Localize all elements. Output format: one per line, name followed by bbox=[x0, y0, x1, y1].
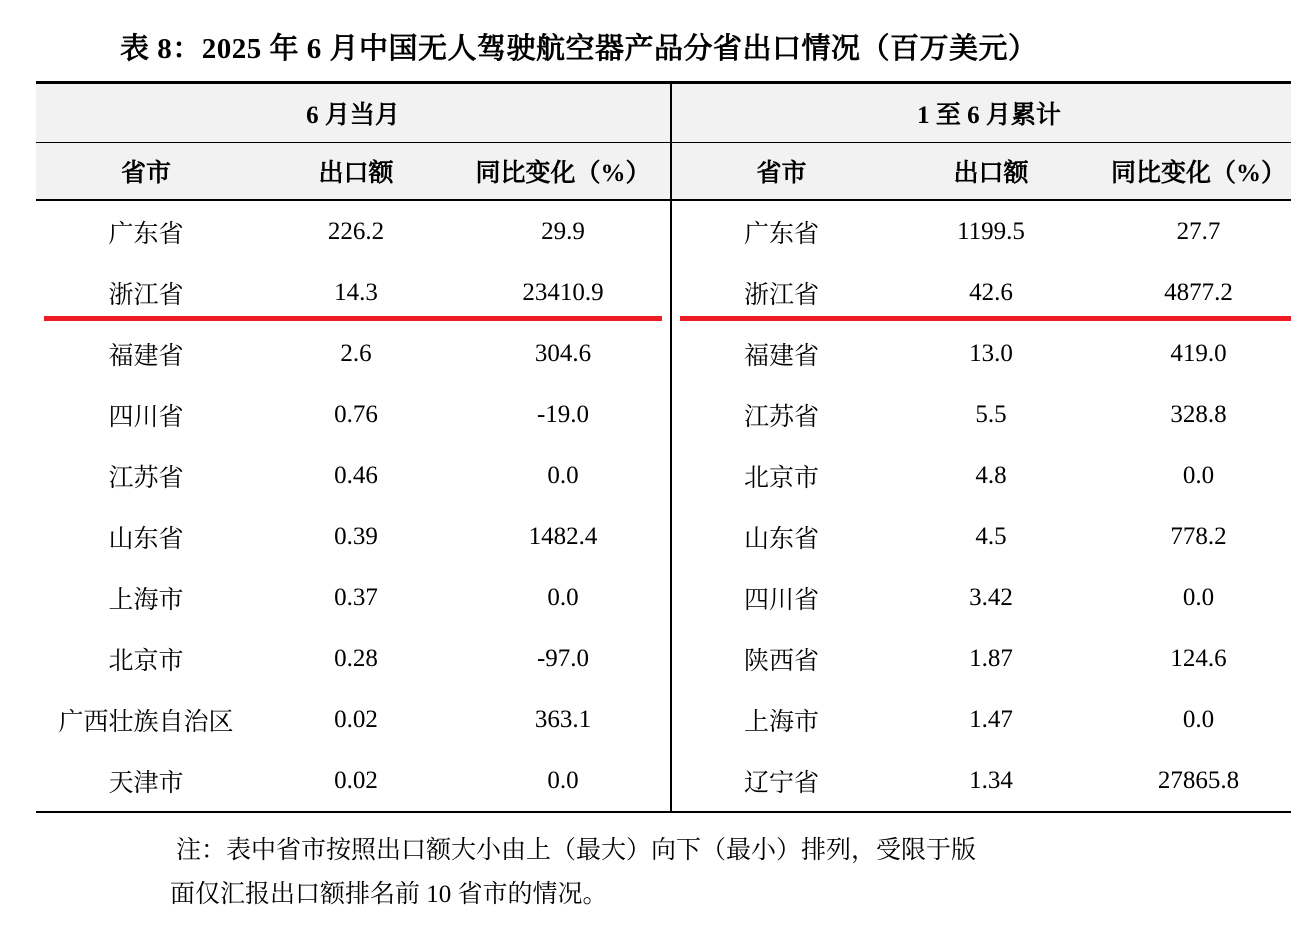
table-row bbox=[36, 323, 1291, 384]
table-header bbox=[36, 83, 1291, 201]
cell-province: 辽宁省 bbox=[671, 750, 891, 812]
table-note-line-1: 注：表中省市按照出口额大小由上（最大）向下（最小）排列，受限于版 bbox=[176, 837, 977, 864]
cell-province: 四川省 bbox=[36, 384, 256, 445]
cell-value: 4.5 bbox=[891, 506, 1091, 567]
col-header-value-month: 出口额 bbox=[256, 143, 456, 201]
cell-change: 363.1 bbox=[456, 689, 671, 750]
group-header-cumulative: 1 至 6 月累计 bbox=[671, 83, 1291, 143]
cell-province: 广东省 bbox=[36, 200, 256, 262]
cell-value: 0.39 bbox=[256, 506, 456, 567]
cell-value: 14.3 bbox=[256, 262, 456, 323]
table-note-line-2: 面仅汇报出口额排名前 10 省市的情况。 bbox=[170, 880, 608, 908]
cell-province: 天津市 bbox=[36, 750, 256, 812]
cell-value: 1.47 bbox=[891, 689, 1091, 750]
cell-value: 4.8 bbox=[891, 445, 1091, 506]
cell-province: 广西壮族自治区 bbox=[36, 689, 256, 750]
table-row bbox=[36, 689, 1291, 750]
cell-value: 1.34 bbox=[891, 750, 1091, 812]
table-note bbox=[0, 829, 1291, 917]
table-row bbox=[36, 567, 1291, 628]
cell-change: 1482.4 bbox=[456, 506, 671, 567]
cell-change: -19.0 bbox=[456, 384, 671, 445]
cell-province: 陕西省 bbox=[671, 628, 891, 689]
cell-province: 福建省 bbox=[671, 323, 891, 384]
cell-value: 226.2 bbox=[256, 200, 456, 262]
cell-change: 0.0 bbox=[1091, 567, 1291, 628]
cell-change: 328.8 bbox=[1091, 384, 1291, 445]
cell-province: 四川省 bbox=[671, 567, 891, 628]
table-row bbox=[36, 506, 1291, 567]
cell-province: 浙江省 bbox=[36, 262, 256, 323]
cell-value: 1199.5 bbox=[891, 200, 1091, 262]
cell-change: 27865.8 bbox=[1091, 750, 1291, 812]
table-group-header-row bbox=[36, 83, 1291, 143]
cell-change: 304.6 bbox=[456, 323, 671, 384]
col-header-change-cumulative: 同比变化（%） bbox=[1091, 143, 1291, 201]
cell-change: 0.0 bbox=[456, 567, 671, 628]
cell-province: 北京市 bbox=[671, 445, 891, 506]
cell-value: 2.6 bbox=[256, 323, 456, 384]
cell-value: 0.02 bbox=[256, 750, 456, 812]
col-header-province-month: 省市 bbox=[36, 143, 256, 201]
table-title: 表 8：2025 年 6 月中国无人驾驶航空器产品分省出口情况（百万美元） bbox=[120, 33, 1038, 65]
cell-province: 福建省 bbox=[36, 323, 256, 384]
table-row bbox=[36, 750, 1291, 812]
cell-change: 124.6 bbox=[1091, 628, 1291, 689]
cell-change: 27.7 bbox=[1091, 200, 1291, 262]
cell-province: 北京市 bbox=[36, 628, 256, 689]
table-row-highlighted bbox=[36, 262, 1291, 323]
cell-value: 0.37 bbox=[256, 567, 456, 628]
table-row bbox=[36, 628, 1291, 689]
cell-province: 上海市 bbox=[36, 567, 256, 628]
col-header-value-cumulative: 出口额 bbox=[891, 143, 1091, 201]
cell-province: 山东省 bbox=[671, 506, 891, 567]
cell-value: 0.46 bbox=[256, 445, 456, 506]
cell-province: 上海市 bbox=[671, 689, 891, 750]
cell-value: 5.5 bbox=[891, 384, 1091, 445]
group-header-month: 6 月当月 bbox=[36, 83, 671, 143]
cell-value: 42.6 bbox=[891, 262, 1091, 323]
cell-change: 0.0 bbox=[1091, 689, 1291, 750]
table-row bbox=[36, 200, 1291, 262]
table-body bbox=[36, 200, 1291, 812]
cell-value: 1.87 bbox=[891, 628, 1091, 689]
cell-value: 0.28 bbox=[256, 628, 456, 689]
cell-value: 13.0 bbox=[891, 323, 1091, 384]
cell-change: 0.0 bbox=[1091, 445, 1291, 506]
cell-change: 778.2 bbox=[1091, 506, 1291, 567]
cell-value: 0.76 bbox=[256, 384, 456, 445]
cell-province: 江苏省 bbox=[36, 445, 256, 506]
col-header-change-month: 同比变化（%） bbox=[456, 143, 671, 201]
table-row bbox=[36, 384, 1291, 445]
table-row bbox=[36, 445, 1291, 506]
col-header-province-cumulative: 省市 bbox=[671, 143, 891, 201]
export-table bbox=[36, 81, 1291, 813]
cell-change: 4877.2 bbox=[1091, 262, 1291, 323]
cell-value: 3.42 bbox=[891, 567, 1091, 628]
cell-value: 0.02 bbox=[256, 689, 456, 750]
cell-change: 23410.9 bbox=[456, 262, 671, 323]
table-column-header-row bbox=[36, 143, 1291, 201]
cell-change: 29.9 bbox=[456, 200, 671, 262]
cell-province: 广东省 bbox=[671, 200, 891, 262]
cell-province: 江苏省 bbox=[671, 384, 891, 445]
cell-province: 浙江省 bbox=[671, 262, 891, 323]
cell-change: 419.0 bbox=[1091, 323, 1291, 384]
cell-province: 山东省 bbox=[36, 506, 256, 567]
cell-change: 0.0 bbox=[456, 750, 671, 812]
cell-change: 0.0 bbox=[456, 445, 671, 506]
cell-change: -97.0 bbox=[456, 628, 671, 689]
